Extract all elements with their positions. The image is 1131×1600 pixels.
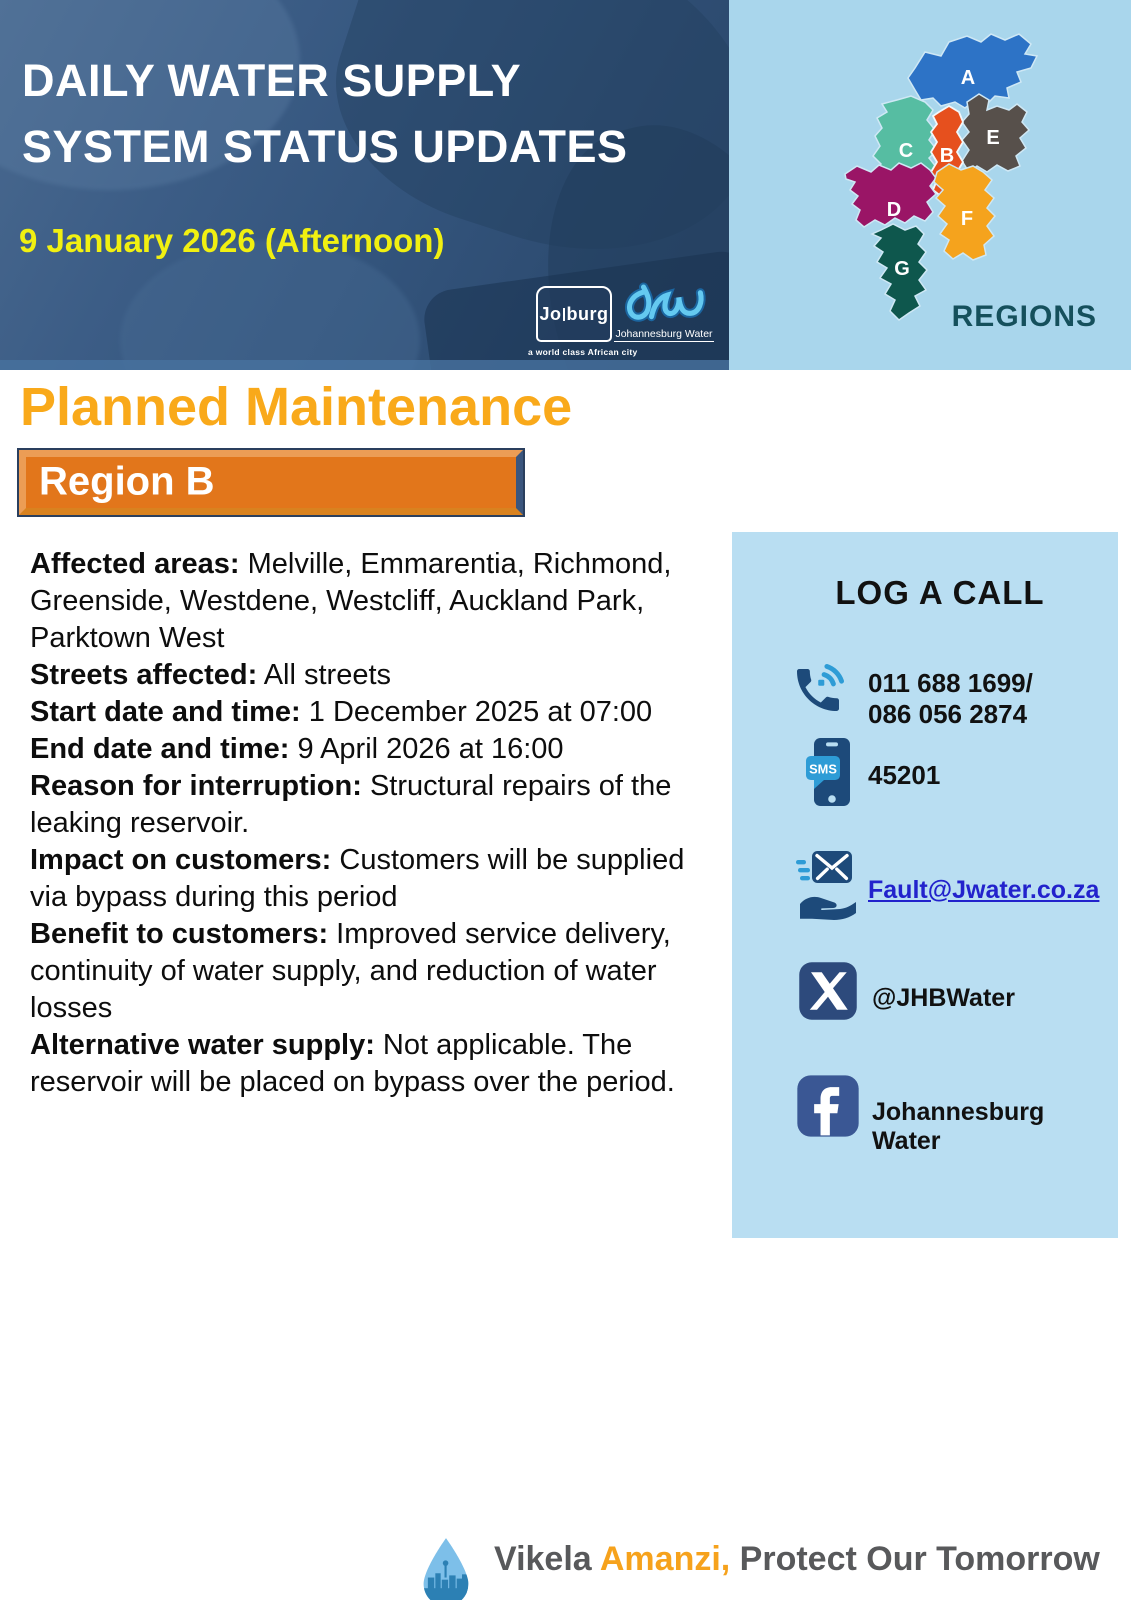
region-f-letter: F [960, 208, 974, 230]
header-banner [0, 0, 729, 370]
joburg-logo [536, 286, 612, 342]
x-handle: @JHBWater [872, 984, 1015, 1012]
sms-icon [804, 736, 854, 808]
region-d-letter: D [886, 199, 902, 221]
page-title-line2: SYSTEM STATUS UPDATES [22, 121, 628, 172]
page-title [22, 48, 628, 180]
x-social-icon [798, 960, 858, 1022]
detail-end: End date and time: 9 April 2026 at 16:00 [30, 733, 564, 765]
hillbrow-tower-icon [563, 308, 565, 321]
detail-benefit: Benefit to customers: Improved service delivery, continuity of water supply, and reduction of water losses [30, 918, 671, 1024]
log-a-call-panel [732, 532, 1118, 1238]
facebook-page-name: Johannesburg Water [872, 1098, 1045, 1155]
region-g-letter: G [894, 258, 910, 280]
report-date: 9 January 2026 (Afternoon) [19, 222, 445, 259]
footer-slogan [494, 1540, 1100, 1579]
detail-start: Start date and time: 1 December 2025 at 07:00 [30, 696, 653, 728]
regions-map-panel [729, 0, 1131, 370]
region-a-letter: A [960, 67, 976, 89]
region-b-letter: B [939, 145, 955, 167]
footer-slogan-rest: Protect Our Tomorrow [730, 1540, 1100, 1578]
footer-slogan-amanzi: Amanzi, [599, 1540, 731, 1578]
detail-reason: Reason for interruption: Structural repairs of the leaking reservoir. [30, 770, 672, 839]
phone-icon [790, 662, 846, 718]
johannesburg-water-logo [614, 278, 714, 344]
water-drop-icon [412, 1537, 480, 1600]
detail-affected-areas: Affected areas: Melville, Emmarentia, Richmond, Greenside, Westdene, Westcliff, Auckland Park, Parktown West [30, 548, 672, 654]
jw-wave-icon [614, 278, 714, 328]
detail-alternative: Alternative water supply: Not applicable. The reservoir will be placed on bypass over the period. [30, 1029, 675, 1098]
section-title: Planned Maintenance [20, 377, 573, 437]
fault-email-link[interactable]: Fault@Jwater.co.za [868, 876, 1100, 904]
call-numbers [868, 668, 1033, 730]
log-a-call-title: LOG A CALL [835, 574, 1045, 611]
facebook-icon [796, 1074, 860, 1138]
region-c-letter: C [898, 140, 914, 162]
joburg-tagline: a world class African city [528, 347, 638, 357]
region-banner [17, 448, 525, 517]
footer-slogan-vikela: Vikela [494, 1540, 600, 1578]
detail-impact: Impact on customers: Customers will be supplied via bypass during this period [30, 844, 685, 913]
email-icon [794, 846, 858, 922]
page-title-line1: DAILY WATER SUPPLY [22, 55, 522, 106]
jw-logo-text: Johannesburg Water [615, 328, 713, 340]
svg-text:SMS: SMS [809, 761, 837, 777]
call-number-line1: 011 688 1699/ [868, 668, 1033, 698]
header-bottom-strip [0, 360, 729, 370]
sms-number: 45201 [868, 760, 941, 790]
region-e-letter: E [986, 127, 1000, 149]
detail-streets: Streets affected: All streets [30, 659, 392, 691]
call-number-line2: 086 056 2874 [868, 699, 1028, 729]
joburg-logo-text: Jo burg [539, 303, 609, 324]
region-banner-label: Region B [39, 459, 215, 504]
maintenance-details [30, 546, 720, 1101]
regions-label: REGIONS [951, 300, 1097, 333]
